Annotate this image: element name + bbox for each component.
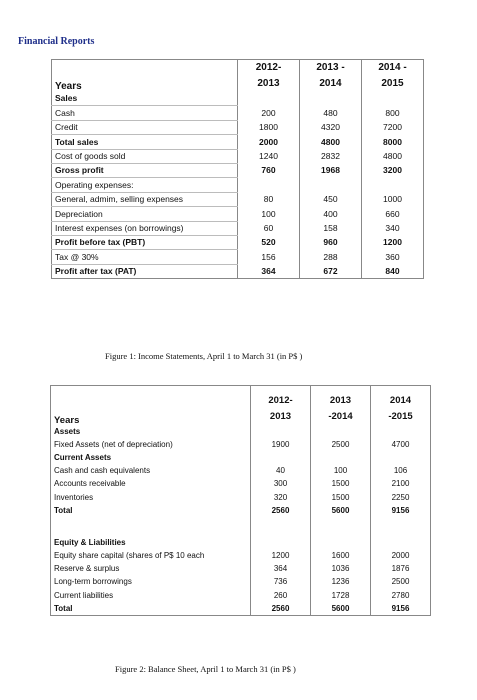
row-label: Total: [51, 602, 251, 616]
income-header-row-2: [52, 76, 424, 92]
cell-value: 300: [251, 478, 311, 491]
cell-value: 4800: [300, 135, 362, 149]
cell-value: [238, 178, 300, 192]
income-row-tax: [52, 250, 424, 264]
cell-value: 288: [300, 250, 362, 264]
balance-col-header-line2: 2013: [251, 409, 311, 425]
row-label: General, admim, selling expenses: [52, 192, 238, 206]
cell-value: 2100: [391, 479, 410, 489]
cell-value: 1000: [383, 194, 402, 205]
cell-value: 2832: [300, 149, 362, 163]
balance-row-equity-liabilities: [51, 536, 431, 549]
balance-header-row-1: [51, 393, 431, 409]
row-label: Current liabilities: [51, 589, 251, 602]
row-label: Fixed Assets (net of depreciation): [51, 438, 251, 451]
cell-value: 360: [385, 251, 400, 262]
cell-value: 100: [238, 207, 300, 221]
row-label: Reserve & surplus: [51, 563, 251, 576]
cell-value: 2000: [238, 135, 300, 149]
balance-row-cash: [51, 465, 431, 478]
cell-value: 80: [238, 192, 300, 206]
income-statement-table: [51, 59, 424, 279]
row-label: Gross profit: [52, 163, 238, 177]
income-row-cash: [52, 106, 424, 120]
row-label: Profit before tax (PBT): [52, 235, 238, 249]
income-row-operating-expenses: [52, 178, 424, 192]
cell-value: 2500: [311, 438, 371, 451]
cell-value: 40: [251, 465, 311, 478]
cell-value: 9156: [391, 505, 410, 515]
income-col-header-line2: 2014: [300, 76, 362, 92]
balance-row-equity-share-capital: [51, 550, 431, 563]
cell-value: 4800: [383, 151, 402, 161]
cell-value: [311, 451, 371, 464]
row-label: Sales: [52, 92, 238, 106]
row-label: Cash and cash equivalents: [51, 465, 251, 478]
row-label: Depreciation: [52, 207, 238, 221]
row-label: Tax @ 30%: [52, 250, 238, 264]
balance-col-header-line1: 2014: [389, 395, 412, 407]
income-col-header-line2: 2013: [238, 76, 300, 92]
row-label: Accounts receivable: [51, 478, 251, 491]
row-label: Cost of goods sold: [52, 149, 238, 163]
balance-row-inventories: [51, 491, 431, 504]
income-col-header-line1: 2014 -: [378, 62, 407, 73]
income-row-pat: [52, 264, 424, 278]
cell-value: 364: [251, 563, 311, 576]
income-row-depreciation: [52, 207, 424, 221]
cell-value: 1036: [311, 563, 371, 576]
balance-col-header-line1: 2013: [311, 393, 371, 409]
cell-value: [238, 92, 300, 106]
income-header-spacer: [52, 60, 238, 77]
cell-value: 3200: [383, 165, 402, 176]
balance-row-fixed-assets: [51, 438, 431, 451]
income-col-header-line1: 2013 -: [300, 60, 362, 77]
cell-value: [251, 425, 311, 438]
cell-value: 672: [300, 264, 362, 278]
row-label: Credit: [52, 120, 238, 134]
row-label: Current Assets: [51, 451, 251, 464]
balance-col-header-line1: 2012-: [251, 393, 311, 409]
page-title: Financial Reports: [18, 36, 95, 47]
cell-value: 450: [300, 192, 362, 206]
cell-value: 320: [251, 491, 311, 504]
cell-value: 2560: [251, 602, 311, 616]
income-col-header-line2: 2015: [381, 78, 404, 89]
balance-years-label: Years: [51, 409, 251, 425]
income-years-label: Years: [52, 76, 238, 92]
cell-value: [371, 451, 431, 464]
cell-value: [362, 92, 424, 106]
figure-1-caption: Figure 1: Income Statements, April 1 to March 31 (in P$ ): [105, 351, 303, 361]
row-label: Total: [51, 504, 251, 517]
balance-row-long-term-borrowings: [51, 576, 431, 589]
balance-col-header-line2: -2014: [311, 409, 371, 425]
cell-value: [311, 536, 371, 549]
cell-value: 7200: [383, 122, 402, 133]
balance-top-spacer: [51, 386, 431, 394]
cell-value: 2780: [391, 590, 410, 600]
cell-value: 260: [251, 589, 311, 602]
cell-value: 2560: [251, 504, 311, 517]
balance-row-total-equity-liabilities: [51, 602, 431, 616]
figure-2-caption: Figure 2: Balance Sheet, April 1 to March 31 (in P$ ): [115, 664, 296, 674]
cell-value: 480: [300, 106, 362, 120]
income-row-gross-profit: [52, 163, 424, 177]
cell-value: 100: [311, 465, 371, 478]
cell-value: 60: [238, 221, 300, 235]
cell-value: [371, 536, 431, 549]
income-col-header-line1: 2012-: [238, 60, 300, 77]
cell-value: 200: [238, 106, 300, 120]
cell-value: 1800: [238, 120, 300, 134]
cell-value: 1200: [251, 550, 311, 563]
cell-value: 156: [238, 250, 300, 264]
cell-value: 4320: [300, 120, 362, 134]
cell-value: 1200: [383, 237, 402, 248]
row-label: Long-term borrowings: [51, 576, 251, 589]
cell-value: 1500: [311, 491, 371, 504]
row-label: Interest expenses (on borrowings): [52, 221, 238, 235]
cell-value: [311, 425, 371, 438]
cell-value: 520: [238, 235, 300, 249]
income-row-total-sales: [52, 135, 424, 149]
cell-value: 4700: [391, 439, 410, 449]
balance-row-receivable: [51, 478, 431, 491]
balance-section-gap: [51, 517, 431, 536]
cell-value: 1240: [238, 149, 300, 163]
income-row-pbt: [52, 235, 424, 249]
income-row-credit: [52, 120, 424, 134]
cell-value: [371, 425, 431, 438]
row-label: Cash: [52, 106, 238, 120]
cell-value: 1500: [311, 478, 371, 491]
cell-value: 1236: [311, 576, 371, 589]
cell-value: 364: [238, 264, 300, 278]
cell-value: [300, 178, 362, 192]
cell-value: 2500: [391, 577, 410, 587]
income-row-interest: [52, 221, 424, 235]
cell-value: 5600: [311, 602, 371, 616]
cell-value: [251, 451, 311, 464]
cell-value: 960: [300, 235, 362, 249]
row-label: Assets: [51, 425, 251, 438]
cell-value: 8000: [383, 136, 402, 147]
balance-sheet-table: [50, 385, 431, 616]
balance-row-total-assets: [51, 504, 431, 517]
cell-value: 660: [385, 208, 400, 219]
cell-value: 1876: [391, 564, 410, 574]
cell-value: 1900: [251, 438, 311, 451]
balance-row-assets: [51, 425, 431, 438]
cell-value: [362, 178, 424, 192]
row-label: Equity & Liabilities: [51, 536, 251, 549]
balance-col-header-line2: -2015: [388, 411, 413, 423]
cell-value: 1600: [311, 550, 371, 563]
cell-value: 5600: [311, 504, 371, 517]
cell-value: 840: [385, 265, 400, 276]
cell-value: 1968: [300, 163, 362, 177]
row-label: Operating expenses:: [52, 178, 238, 192]
cell-value: 400: [300, 207, 362, 221]
income-header-row-1: [52, 60, 424, 77]
income-row-sales: [52, 92, 424, 106]
cell-value: 340: [385, 222, 400, 233]
cell-value: 106: [393, 466, 408, 476]
row-label: Inventories: [51, 491, 251, 504]
row-label: Equity share capital (shares of P$ 10 each: [51, 550, 251, 563]
income-row-general-admin: [52, 192, 424, 206]
row-label: Total sales: [52, 135, 238, 149]
cell-value: [251, 536, 311, 549]
income-row-cogs: [52, 149, 424, 163]
cell-value: 2250: [391, 492, 410, 502]
balance-row-current-assets: [51, 451, 431, 464]
cell-value: 1728: [311, 589, 371, 602]
balance-header-row-2: [51, 409, 431, 425]
balance-header-spacer: [51, 393, 251, 409]
cell-value: 760: [238, 163, 300, 177]
row-label: Profit after tax (PAT): [52, 264, 238, 278]
cell-value: 800: [385, 107, 400, 118]
cell-value: 9156: [391, 603, 410, 613]
balance-row-reserve-surplus: [51, 563, 431, 576]
cell-value: 736: [251, 576, 311, 589]
cell-value: 2000: [391, 551, 410, 561]
cell-value: [300, 92, 362, 106]
cell-value: 158: [300, 221, 362, 235]
balance-row-current-liabilities: [51, 589, 431, 602]
